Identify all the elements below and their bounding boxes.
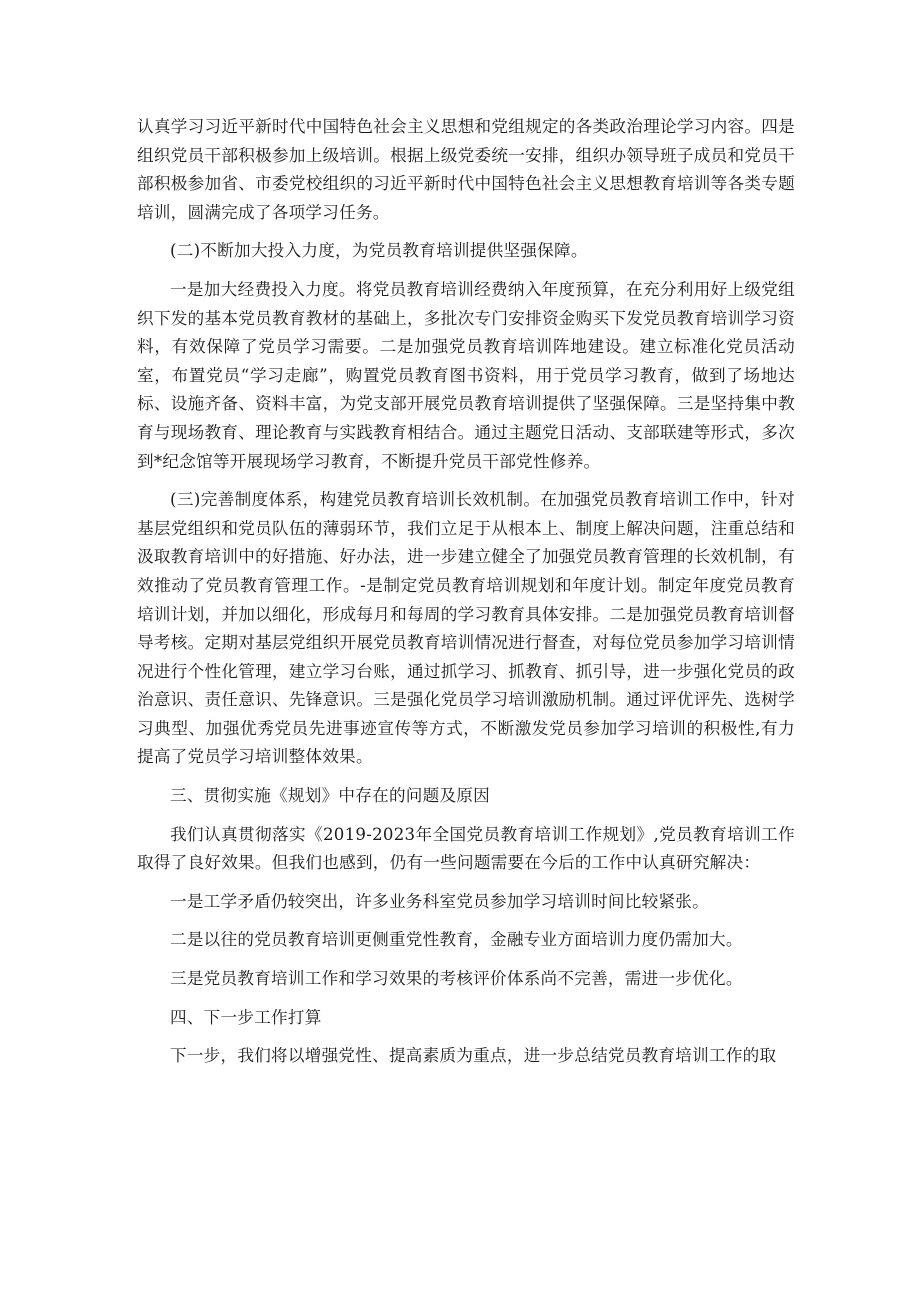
paragraph-implementation: 我们认真贯彻落实《2019-2023年全国党员教育培训工作规划》,党员教育培训工作取得了良好效果。但我们也感到，仍有一些问题需要在今后的工作中认真研究解决： xyxy=(137,824,795,873)
paragraph-investment: 一是加大经费投入力度。将党员教育培训经费纳入年度预算，在充分利用好上级党组织下发的基本党员教育教材的基础上，多批次专门安排资金购买下发党员教育培训学习资料，有效保障了党员学习需要。二是加强党员教育培训阵地建设。建立标准化党员活动室，布置党员“学习走廊”，购置党员教育图书资料，用于党员学习教育，做到了场地达标、设施齐备、资料丰富，为党支部开展党员教育培训提供了坚强保障。三是坚持集中教育与现场教育、理论教育与实践教育相结合。通过主题党日活动、支部联建等形式，多次到*纪念馆等开展现场学习教育，不断提升党员干部党性修养。 xyxy=(137,279,795,471)
paragraph-next-steps: 下一步，我们将以增强党性、提高素质为重点，进一步总结党员教育培训工作的取 xyxy=(170,1046,777,1066)
section-heading-4: 四、下一步工作打算 xyxy=(170,1007,322,1027)
paragraph-continuation: 认真学习习近平新时代中国特色社会主义思想和党组规定的各类政治理论学习内容。四是组织党员干部积极参加上级培训。根据上级党委统一安排，组织办领导班子成员和党员干部积极参加省、市委党校组织的习近平新时代中国特色社会主义思想教育培训等各类专题培训，圆满完成了各项学习任务。 xyxy=(137,117,795,222)
paragraph-system: (三)完善制度体系，构建党员教育培训长效机制。在加强党员教育培训工作中，针对基层党组织和党员队伍的薄弱环节，我们立足于从根本上、制度上解决问题，注重总结和汲取教育培训中的好措施、好办法，进一步建立健全了加强党员教育管理的长效机制，有效推动了党员教育管理工作。-是制定党员教育培训规划和年度计划。制定年度党员教育培训计划，并加以细化，形成每月和每周的学习教育具体安排。二是加强党员教育培训督导考核。定期对基层党组织开展党员教育培训情况进行督查，对每位党员参加学习培训情况进行个性化管理，建立学习台账，通过抓学习、抓教育、抓引导，进一步强化党员的政治意识、责任意识、先锋意识。三是强化党员学习培训激励机制。通过评优评先、选树学习典型、加强优秀党员先进事迹宣传等方式，不断激发党员参加学习培训的积极性,有力提高了党员学习培训整体效果。 xyxy=(137,490,795,767)
paragraph-problem-3: 三是党员教育培训工作和学习效果的考核评价体系尚不完善，需进一步优化。 xyxy=(170,969,743,989)
document-page xyxy=(137,113,795,1071)
paragraph-problem-2: 二是以往的党员教育培训更侧重党性教育，金融专业方面培训力度仍需加大。 xyxy=(170,930,743,950)
paragraph-problem-1: 一是工学矛盾仍较突出，许多业务科室党员参加学习培训时间比较紧张。 xyxy=(170,891,709,911)
section-heading-3: 三、贯彻实施《规划》中存在的问题及原因 xyxy=(170,786,491,806)
section-heading-2: (二)不断加大投入力度，为党员教育培训提供坚强保障。 xyxy=(170,241,588,261)
